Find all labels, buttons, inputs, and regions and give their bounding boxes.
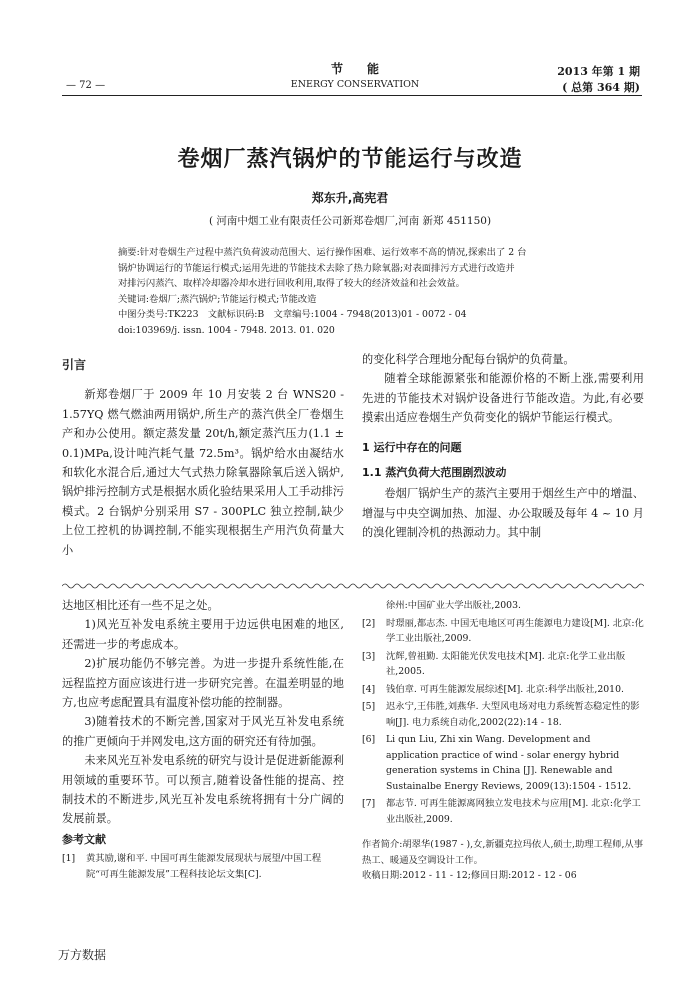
paragraph: 2)扩展功能仍不够完善。为进一步提升系统性能,在远程监控方面应该进行进一步研究完善。在温差明显的地方,也应考虑配置具有温度补偿功能的控制器。 [62, 657, 344, 710]
intro-paragraph: 新郑卷烟厂于 2009 年 10 月安装 2 台 WNS20 - 1.57YQ 燃气燃油两用锅炉,所生产的蒸汽供全厂卷烟生产和办公使用。额定蒸发量 20t/h,额定蒸汽压力(1.1 ± 0.1)MPa,设计吨汽耗气量 72.5m³。锅炉给水由凝结水和软化水混合后,通过大气式热力除氧器除氧后送入锅炉,锅炉排污控制方式是根据水质化验结果采用人工手动排污模式。2 台锅炉分别采用 S7 - 300PLC 独立控制,缺少上位工控机的协调控制,不能实现根据生产用汽负荷量大小 [62, 388, 344, 557]
author-bio: 作者简介:胡翠华(1987 - ),女,新疆克拉玛依人,硕士,助理工程师,从事热工、暖通及空调设计工作。 [362, 839, 643, 866]
paragraph: 3)随着技术的不断完善,国家对于风光互补发电系统的推广更倾向于并网发电,这方面的研究还有待加强。 [62, 715, 344, 748]
article-title: 卷烟厂蒸汽锅炉的节能运行与改造 [177, 147, 523, 172]
paragraph: 的变化科学合理地分配每台锅炉的负荷量。 [362, 353, 575, 366]
reference-item [362, 796, 644, 827]
abstract-line: 对排污闪蒸汽、取样冷却器冷却水进行回收利用,取得了较大的经济效益和社会效益。 [118, 278, 465, 290]
journal-name-en: ENERGY CONSERVATION [290, 79, 420, 90]
reference-item [362, 616, 644, 647]
page-number: — 72 — [66, 80, 106, 91]
journal-name-cn: 节 能 [330, 62, 379, 76]
abstract-line: 锅炉协调运行的节能运行模式;运用先进的节能技术去除了热力除氧器;对表面排污方式进行改造并 [118, 262, 515, 274]
reference-number: [2] [362, 617, 376, 629]
header-rule [62, 95, 642, 96]
reference-number: [3] [362, 650, 376, 662]
reference-text: 黄其励,谢和平. 中国可再生能源发展现状与展望/中国工程院“可再生能源发展”工程科技论坛文集[C]. [86, 853, 322, 880]
reference-text: 迟永宁,王伟胜,刘燕华. 大型风电场对电力系统暂态稳定性的影响[J]. 电力系统自动化,2002(22):14 - 18. [386, 701, 640, 728]
reference-item [362, 649, 644, 680]
reference-continuation: 徐州:中国矿业大学出版社,2003. [386, 600, 521, 611]
paragraph: 卷烟厂锅炉生产的蒸汽主要用于烟丝生产中的增温、增湿与中央空调加热、加湿、办公取暖及每年 4 ~ 10 月的溴化锂制冷机的热源动力。其中制 [362, 487, 644, 540]
section-heading-1-1: 1.1 蒸汽负荷大范围剧烈波动 [362, 466, 507, 480]
lower-right-column [362, 598, 644, 884]
references-heading: 参考文献 [62, 832, 106, 846]
upper-left-column [62, 356, 344, 560]
reference-text: 沈辉,曾祖勤. 太阳能光伏发电技术[M]. 北京:化学工业出版社,2005. [386, 650, 626, 677]
reference-item [62, 851, 344, 882]
paragraph: 达地区相比还有一些不足之处。 [62, 599, 219, 612]
reference-text: 时璟丽,都志杰. 中国无电地区可再生能源电力建设[M]. 北京:化学工业出版社,2009. [386, 617, 644, 644]
section-heading-intro: 引言 [62, 358, 87, 372]
reference-number: [5] [362, 701, 376, 712]
article-affiliation: ( 河南中烟工业有限责任公司新郑卷烟厂,河南 新郑 451150) [208, 215, 492, 227]
reference-number: [6] [362, 734, 376, 745]
upper-right-column [362, 350, 644, 543]
reference-text: 钱伯章. 可再生能源发展综述[M]. 北京:科学出版社,2010. [386, 683, 624, 695]
wavy-divider [62, 582, 644, 590]
reference-number: [7] [362, 798, 376, 809]
article-authors: 郑东升,高宪君 [311, 191, 389, 205]
reference-number: [4] [362, 683, 376, 695]
lower-left-column [62, 596, 344, 882]
paragraph: 随着全球能源紧张和能源价格的不断上涨,需要利用先进的节能技术对锅炉设备进行节能改造。为此,有必要摸索出适应卷烟生产负荷变化的锅炉节能运行模式。 [362, 372, 644, 425]
issue-total-label: ( 总第 364 期) [562, 81, 640, 94]
paragraph: 1)风光互补发电系统主要用于边远供电困难的地区,还需进一步的考虑成本。 [62, 618, 344, 651]
doi: doi:103969/j. issn. 1004 - 7948. 2013. 01. 020 [118, 324, 335, 336]
reference-text: Li qun Liu, Zhi xin Wang. Development and application practice of wind - solar energy hybrid generation systems in China [J]. Renewable and Sustainalbe Energy Reviews, 2009(13):1504 - 1512. [386, 734, 632, 792]
keywords: 关键词:卷烟厂;蒸汽锅炉;节能运行模式;节能改造 [118, 293, 317, 305]
reference-item [362, 699, 644, 730]
received-dates: 收稿日期:2012 - 11 - 12;修回日期:2012 - 12 - 06 [362, 870, 577, 881]
abstract-line: 摘要:针对卷烟生产过程中蒸汽负荷波动范围大、运行操作困难、运行效率不高的情况,探索出了 2 台 [118, 247, 527, 258]
reference-text: 都志节. 可再生能源离网独立发电技术与应用[M]. 北京:化学工业出版社,2009. [386, 798, 641, 825]
reference-number: [1] [62, 853, 76, 865]
classification: 中图分类号:TK223 文献标识码:B 文章编号:1004 - 7948(2013)01 - 0072 - 04 [118, 309, 467, 321]
footer-watermark: 万方数据 [58, 948, 107, 962]
section-heading-1: 1 运行中存在的问题 [362, 440, 462, 454]
issue-label: 2013 年第 1 期 [557, 65, 640, 78]
abstract-block [118, 245, 598, 339]
reference-item [362, 732, 644, 794]
reference-item [362, 682, 644, 698]
paragraph: 未来风光互补发电系统的研究与设计是促进新能源利用领域的重要环节。可以预言,随着设备性能的提高、控制技术的不断进步,风光互补发电系统将拥有十分广阔的发展前景。 [62, 754, 344, 826]
